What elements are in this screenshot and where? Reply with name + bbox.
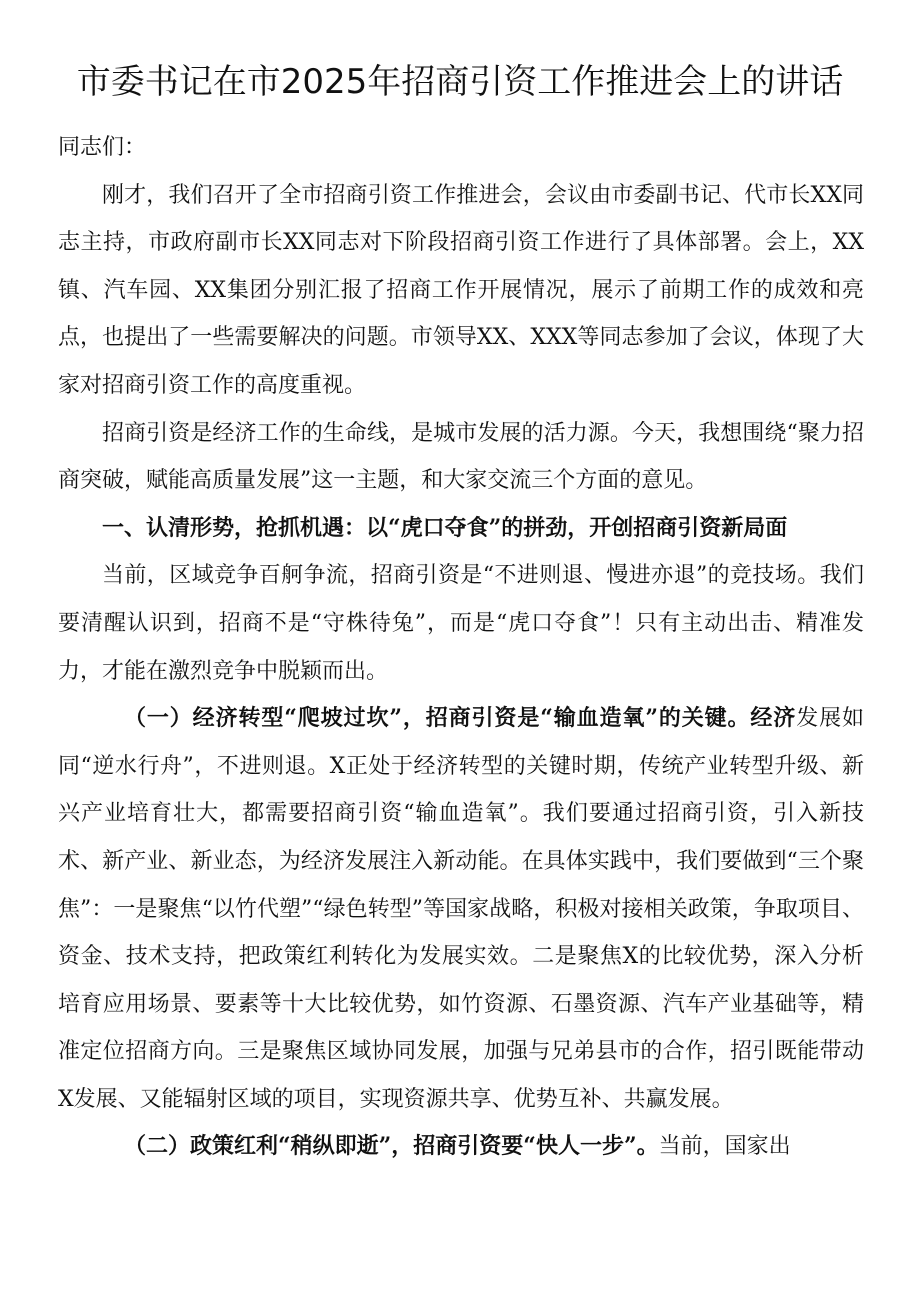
subsection-1 (58, 695, 864, 1123)
subsection-1-heading: （一）经济转型“爬坡过坎”，招商引资是“输血造氧”的关键。经济 (124, 705, 797, 732)
document-title: 市委书记在市2025年招商引资工作推进会上的讲话 (76, 62, 844, 102)
section-heading-1: 一、认清形势，抢抓机遇：以“虎口夺食”的拼劲，开创招商引资新局面 (102, 514, 788, 541)
paragraph-situation: 当前，区域竞争百舸争流，招商引资是“不进则退、慢进亦退”的竞技场。我们要清醒认识到，招商不是“守株待兔”，而是“虎口夺食”！只有主动出击、精准发力，才能在激烈竞争中脱颖而出。 (58, 563, 864, 684)
subsection-2 (58, 1123, 864, 1171)
paragraph-opening: 刚才，我们召开了全市招商引资工作推进会，会议由市委副书记、代市长XX同志主持，市政府副市长XX同志对下阶段招商引资工作进行了具体部署。会上，XX镇、汽车园、XX集团分别汇报了招商工作开展情况，展示了前期工作的成效和亮点，也提出了一些需要解决的问题。市领导XX、XXX等同志参加了会议，体现了大家对招商引资工作的高度重视。 (58, 182, 864, 398)
paragraph-theme: 招商引资是经济工作的生命线，是城市发展的活力源。今天，我想围绕“聚力招商突破，赋能高质量发展”这一主题，和大家交流三个方面的意见。 (58, 420, 864, 494)
salutation: 同志们： (58, 135, 147, 160)
subsection-2-text: 当前，国家出 (658, 1134, 791, 1160)
document-body (58, 124, 864, 1171)
subsection-1-text: 发展如同“逆水行舟”，不进则退。X正处于经济转型的关键时期，传统产业转型升级、新兴产业培育壮大，都需要招商引资“输血造氧”。我们要通过招商引资，引入新技术、新产业、新业态，为经济发展注入新动能。在具体实践中，我们要做到“三个聚焦”：一是聚焦“以竹代塑”“绿色转型”等国家战略，积极对接相关政策，争取项目、资金、技术支持，把政策红利转化为发展实效。二是聚焦X的比较优势，深入分析培育应用场景、要素等十大比较优势，如竹资源、石墨资源、汽车产业基础等，精准定位招商方向。三是聚焦区域协同发展，加强与兄弟县市的合作，招引既能带动X发展、又能辐射区域的项目，实现资源共享、优势互补、共赢发展。 (58, 706, 864, 1112)
subsection-2-heading: （二）政策红利“稍纵即逝”，招商引资要“快人一步”。 (124, 1133, 659, 1160)
